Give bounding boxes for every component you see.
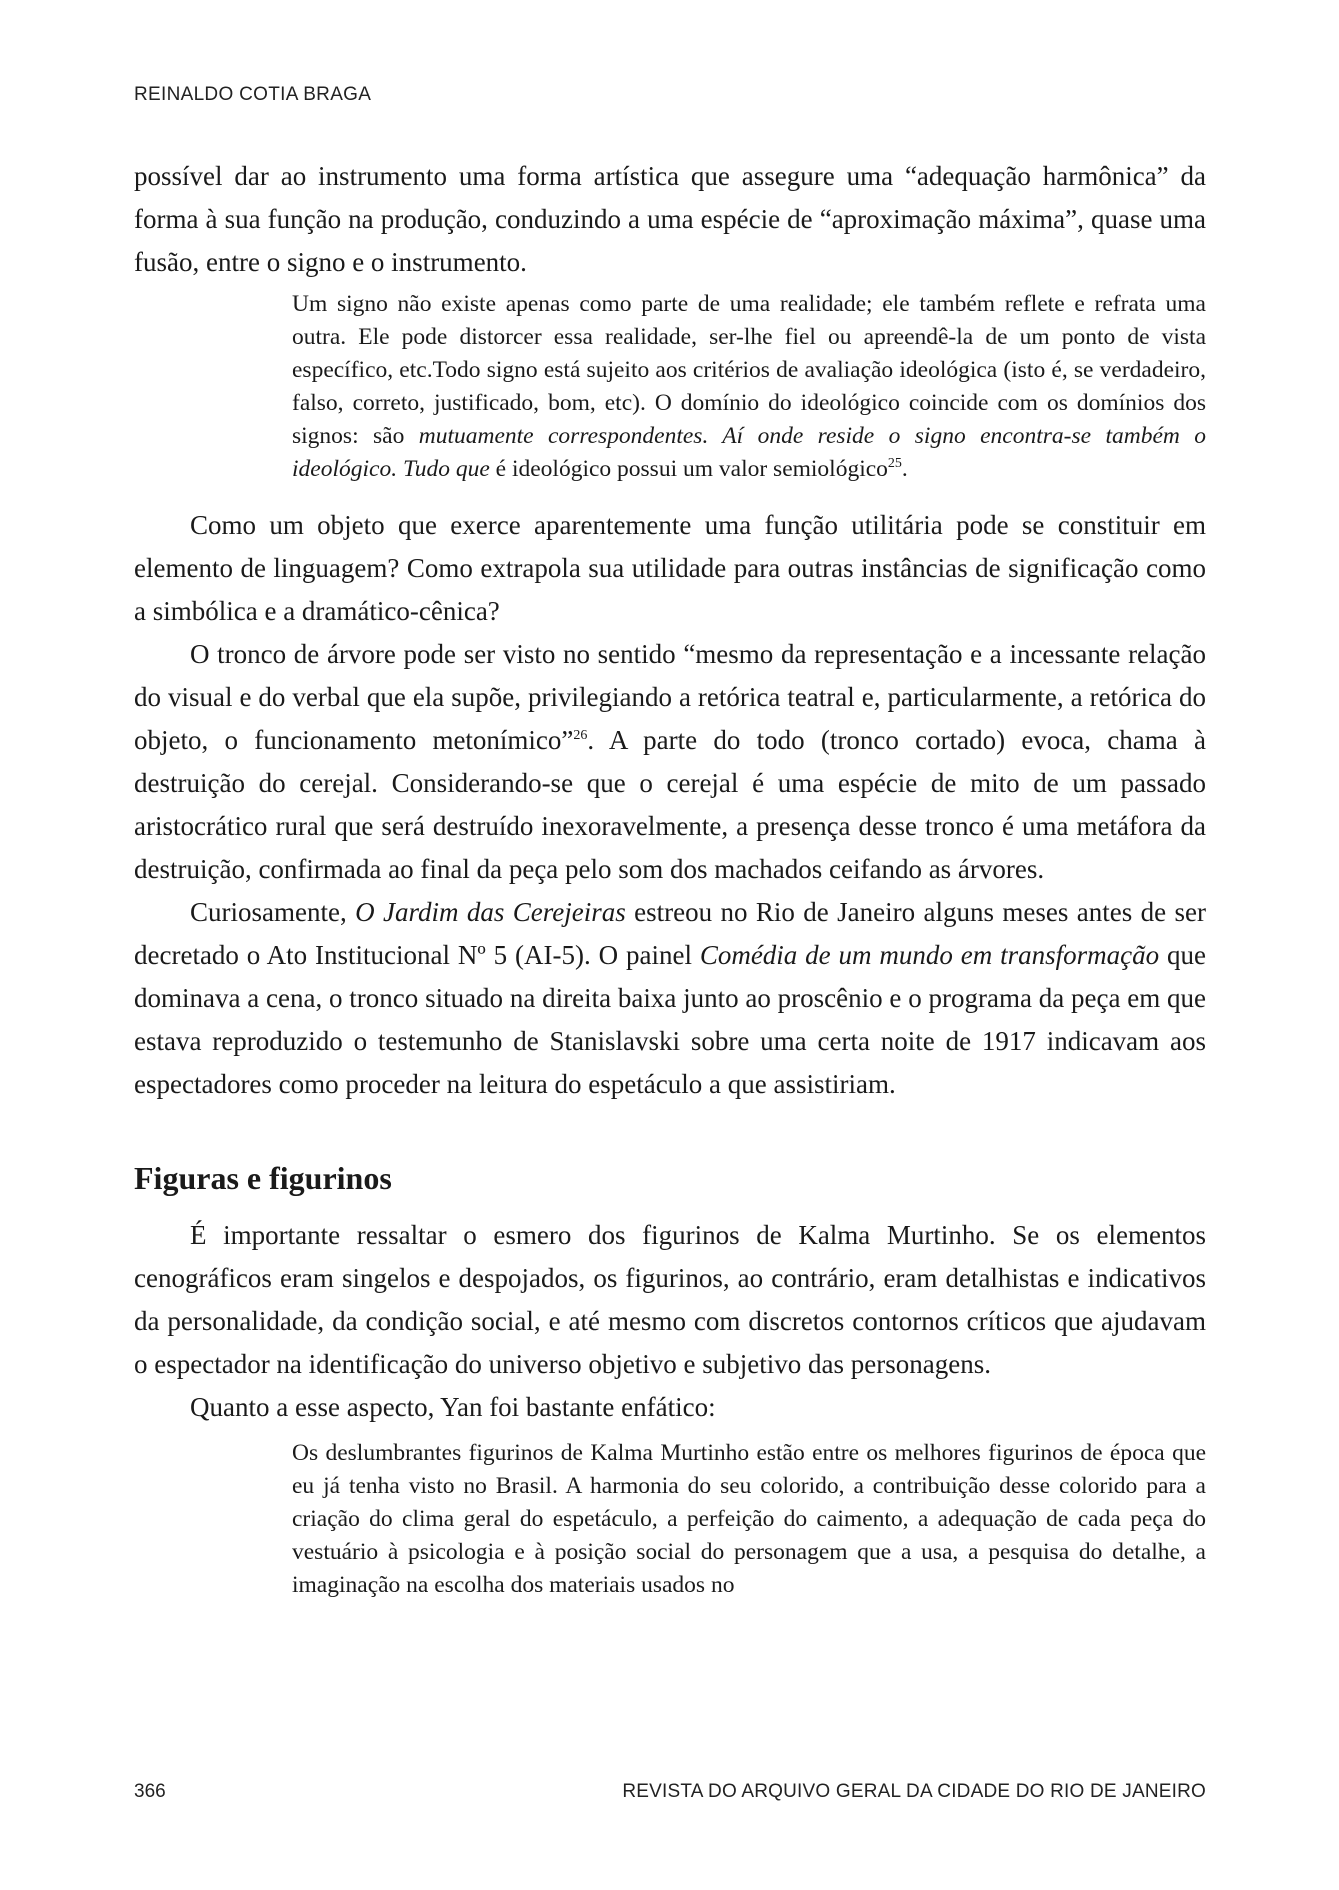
paragraph-tronco xyxy=(134,633,1206,891)
block-quote-signo xyxy=(292,288,1206,486)
paragraph-text: Curiosamente, xyxy=(190,897,356,927)
paragraph-continued: possível dar ao instrumento uma forma artística que assegure uma “adequação harmônica” da forma à sua função na produção, conduzindo a uma espécie de “aproximação máxima”, quase uma fusão, entre o signo e o instrumento. xyxy=(134,161,1206,277)
paragraph-text: estreou no Rio de Janeiro alguns meses antes de ser decretado o Ato Institucional Nº 5 (AI-5). O painel xyxy=(134,897,1206,970)
paragraph-figurinos: É importante ressaltar o esmero dos figurinos de Kalma Murtinho. Se os elementos cenográficos eram singelos e despojados, os figurinos, ao contrário, eram detalhistas e indicativos da personalidade, da condição social, e até mesmo com discretos contornos críticos que ajudavam o espectador na identificação do universo objetivo e subjetivo das personagens. xyxy=(134,1220,1206,1379)
body-text xyxy=(134,155,1206,1620)
paragraph-text: O tronco de árvore pode ser visto no sentido “mesmo da representação e a incessante relação do visual e do verbal que ela supõe, privilegiando a retórica teatral e, particularmente, a retórica do objeto, o funcionamento metonímico” xyxy=(134,639,1206,755)
quote-text: Um signo não existe apenas como parte de uma realidade; ele também reflete e refrata uma outra. Ele pode distorcer essa realidade, ser-lhe fiel ou apreendê-la de um ponto de vista específico, etc.Todo signo está sujeito aos critérios de avaliação ideológica (isto é, se verdadeiro, falso, correto, justificado, bom, etc). O domínio do ideológico coincide com os domínios dos signos: são xyxy=(292,291,1206,449)
paragraph-text: que dominava a cena, o tronco situado na direita baixa junto ao proscênio e o programa da peça em que estava reproduzido o testemunho de Stanislavski sobre uma certa noite de 1917 indicavam aos espectadores como proceder na leitura do espetáculo a que assistiriam. xyxy=(134,940,1206,1099)
panel-title: Comédia de um mundo em transformação xyxy=(699,940,1160,970)
footnote-ref-25: 25 xyxy=(887,456,902,472)
running-head: REINALDO COTIA BRAGA xyxy=(134,84,372,105)
quote-text: . xyxy=(901,456,908,482)
block-quote-figurinos: Os deslumbrantes figurinos de Kalma Murtinho estão entre os melhores figurinos de época que eu já tenha visto no Brasil. A harmonia do seu colorido, a contribuição desse colorido para a criação do clima geral do espetáculo, a perfeição do caimento, a adequação de cada peça do vestuário à psicologia e à posição social do personagem que a usa, a pesquisa do detalhe, a imaginação na escolha dos materiais usados no xyxy=(292,1440,1206,1598)
footnote-ref-26: 26 xyxy=(573,728,588,743)
section-heading: Figuras e figurinos xyxy=(134,1160,392,1196)
quote-italic-text: mutuamente correspondentes. Aí onde reside o signo encontra-se também o ideológico. Tudo que xyxy=(292,423,1206,482)
paragraph-objeto: Como um objeto que exerce aparentemente uma função utilitária pode se constituir em elemento de linguagem? Como extrapola sua utilidade para outras instâncias de significação como a simbólica e a dramático-cênica? xyxy=(134,510,1206,626)
journal-title: REVISTA DO ARQUIVO GERAL DA CIDADE DO RIO DE JANEIRO xyxy=(622,1781,1206,1802)
play-title: O Jardim das Cerejeiras xyxy=(355,897,626,927)
quote-text: é ideológico possui um valor semiológico xyxy=(489,456,888,482)
paragraph-yan: Quanto a esse aspecto, Yan foi bastante enfático: xyxy=(190,1392,716,1422)
page-number: 366 xyxy=(134,1781,166,1802)
paragraph-text: . A parte do todo (tronco cortado) evoca, chama à destruição do cerejal. Considerando-se que o cerejal é uma espécie de mito de um passado aristocrático rural que será destruído inexoravelmente, a presença desse tronco é uma metáfora da destruição, confirmada ao final da peça pelo som dos machados ceifando as árvores. xyxy=(134,725,1206,884)
paragraph-curiosamente xyxy=(134,891,1206,1106)
